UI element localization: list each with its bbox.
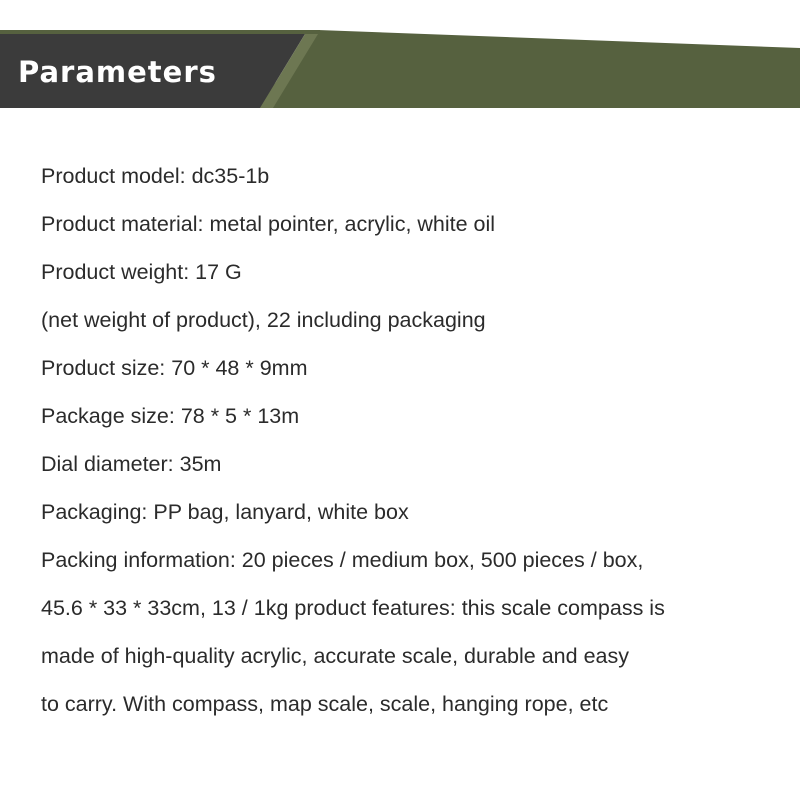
param-line-model: Product model: dc35-1b <box>41 164 270 188</box>
param-line-packing-dimensions: 45.6 * 33 * 33cm, 13 / 1kg product features: this scale compass is <box>41 596 665 620</box>
page-title: Parameters <box>18 55 217 89</box>
parameter-list <box>41 152 786 728</box>
param-line-packaging: Packaging: PP bag, lanyard, white box <box>41 500 409 524</box>
param-line-features: made of high-quality acrylic, accurate scale, durable and easy <box>41 644 629 668</box>
param-line-dial-diameter: Dial diameter: 35m <box>41 452 222 476</box>
param-line-weight: Product weight: 17 G <box>41 260 242 284</box>
parameters-banner <box>0 0 800 120</box>
param-line-net-weight: (net weight of product), 22 including packaging <box>41 308 486 332</box>
param-line-package-size: Package size: 78 * 5 * 13m <box>41 404 300 428</box>
param-line-product-size: Product size: 70 * 48 * 9mm <box>41 356 308 380</box>
param-line-material: Product material: metal pointer, acrylic, white oil <box>41 212 496 236</box>
param-line-packing-info: Packing information: 20 pieces / medium box, 500 pieces / box, <box>41 548 644 572</box>
param-line-accessories: to carry. With compass, map scale, scale, hanging rope, etc <box>41 692 609 716</box>
